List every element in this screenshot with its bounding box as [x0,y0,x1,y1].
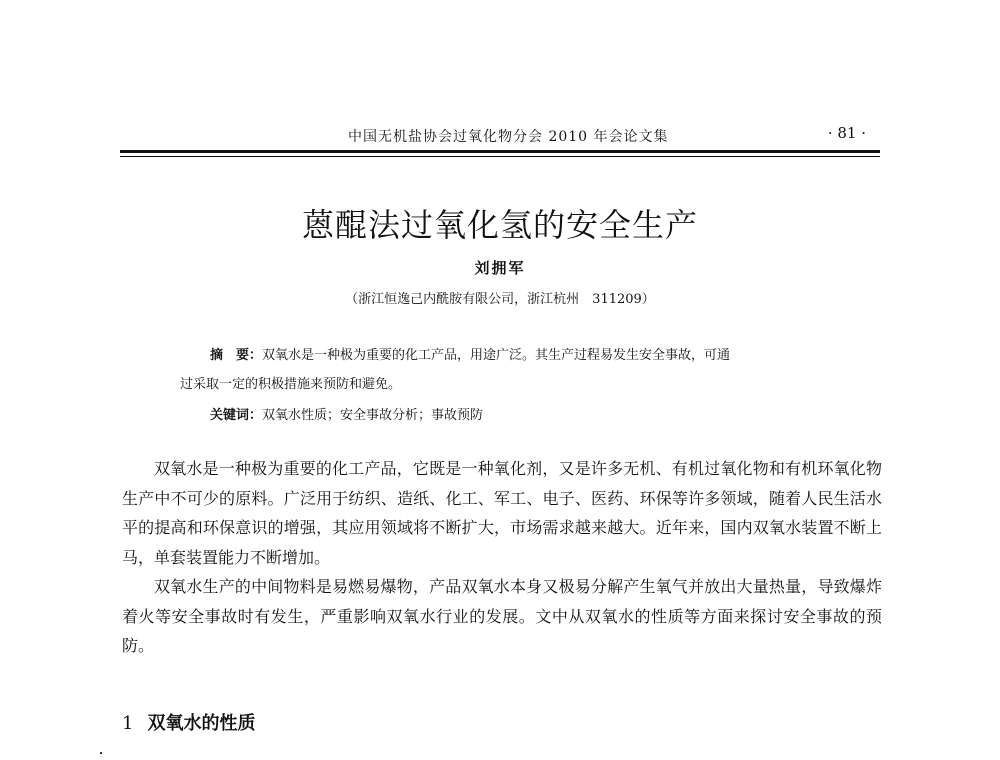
abstract-line-1 [210,344,730,363]
section-heading [122,709,255,735]
affiliation: （浙江恒逸己内酰胺有限公司，浙江杭州 311209） [345,292,655,307]
scan-speck [100,752,102,754]
body-paragraph-2: 双氧水生产的中间物料是易燃易爆物，产品双氧水本身又极易分解产生氧气并放出大量热量，导致爆炸着火等安全事故时有发生，严重影响双氧水行业的发展。文中从双氧水的性质等方面来探讨安全事故的预防。 [122,577,882,655]
body-paragraph-1: 双氧水是一种极为重要的化工产品，它既是一种氧化剂，又是许多无机、有机过氧化物和有机环氧化物生产中不可少的原料。广泛用于纺织、造纸、化工、军工、电子、医药、环保等许多领域，随着人民生活水平的提高和环保意识的增强，其应用领域将不断扩大，市场需求越来越大。近年来，国内双氧水装置不断上马，单套装置能力不断增加。 [122,459,882,567]
abstract-text-1: 双氧水是一种极为重要的化工产品，用途广泛。其生产过程易发生安全事故，可通 [262,348,731,363]
abstract-label: 摘 要： [210,348,263,363]
proceedings-title: 中国无机盐协会过氧化物分会 2010 年会论文集 [348,129,669,145]
running-header [120,120,880,150]
page-number: · 81 · [827,124,866,142]
abstract-line-2: 过采取一定的积极措施来预防和避免。 [180,377,402,392]
keywords-text: 双氧水性质；安全事故分析；事故预防 [262,408,484,423]
paper-title: 蒽醌法过氧化氢的安全生产 [301,206,698,244]
keywords-line [210,404,483,423]
header-rule-thin [120,156,880,157]
section-title: 双氧水的性质 [147,713,256,734]
section-number: 1 [122,713,134,734]
header-rule-thick [120,150,880,153]
keywords-label: 关键词： [210,408,263,423]
body-text [122,454,882,661]
author: 刘拥军 [474,259,526,277]
